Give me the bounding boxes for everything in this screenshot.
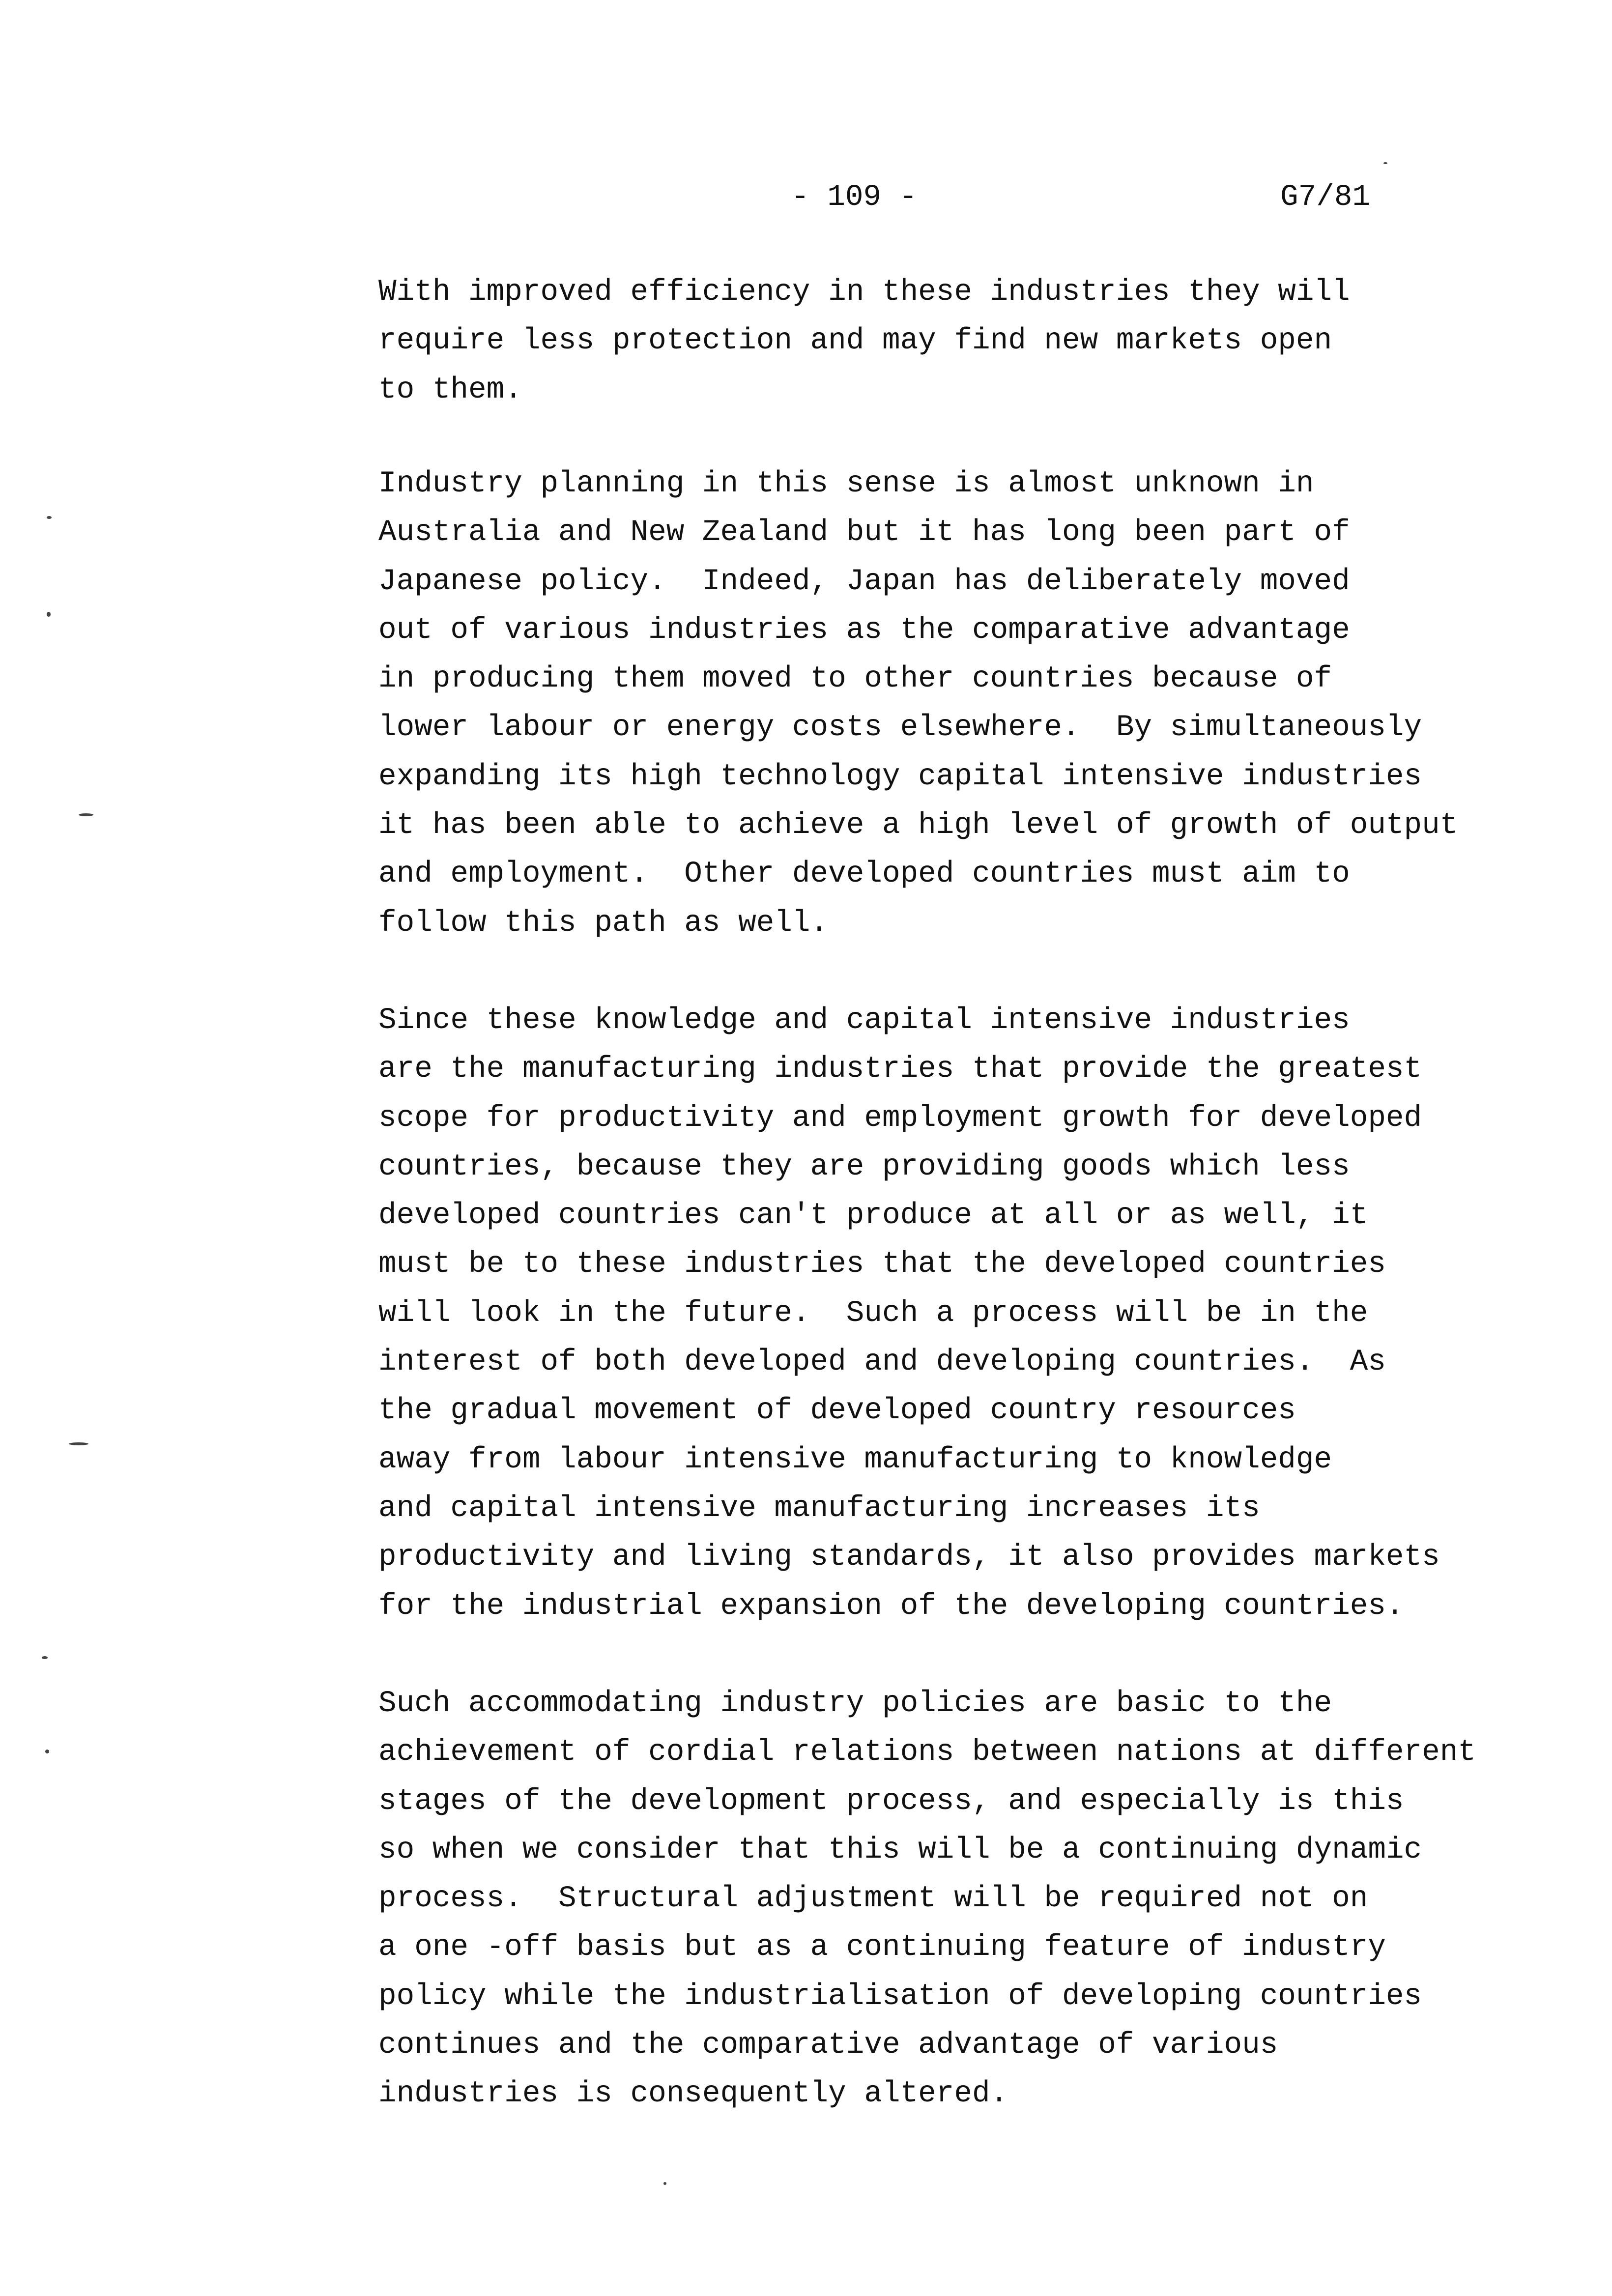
text-line: Australia and New Zealand but it has long been part of xyxy=(378,516,1350,550)
scan-speck xyxy=(47,516,52,519)
scan-speck xyxy=(47,612,51,617)
text-line: countries, because they are providing goods which less xyxy=(378,1149,1350,1184)
text-line: for the industrial expansion of the developing countries. xyxy=(378,1589,1404,1623)
text-line: Such accommodating industry policies are basic to the xyxy=(378,1687,1332,1721)
text-line: productivity and living standards, it also provides markets xyxy=(378,1540,1440,1575)
paragraph-4 xyxy=(378,1679,1597,2119)
scan-speck xyxy=(42,1656,48,1659)
scan-speck xyxy=(45,1750,49,1753)
text-line: to them. xyxy=(378,373,522,407)
text-line: and employment. Other developed countries must aim to xyxy=(378,857,1350,891)
paragraph-1 xyxy=(378,268,1597,414)
text-line: out of various industries as the comparative advantage xyxy=(378,613,1350,647)
document-reference: G7/81 xyxy=(1280,180,1371,214)
page-number: - 109 - xyxy=(791,180,918,214)
paragraph-2 xyxy=(378,459,1597,947)
text-line: a one -off basis but as a continuing feature of industry xyxy=(378,1930,1386,1965)
text-line: follow this path as well. xyxy=(378,906,829,940)
text-line: the gradual movement of developed country resources xyxy=(378,1394,1296,1428)
text-line: away from labour intensive manufacturing to knowledge xyxy=(378,1442,1332,1477)
text-line: and capital intensive manufacturing increases its xyxy=(378,1491,1260,1525)
text-line: lower labour or energy costs elsewhere. By simultaneously xyxy=(378,711,1422,745)
text-line: scope for productivity and employment growth for developed xyxy=(378,1101,1422,1135)
paragraph-3 xyxy=(378,996,1597,1631)
text-line: will look in the future. Such a process will be in the xyxy=(378,1296,1368,1330)
scan-speck xyxy=(1383,162,1387,164)
text-line: Industry planning in this sense is almost unknown in xyxy=(378,467,1314,501)
text-line: expanding its high technology capital intensive industries xyxy=(378,759,1422,794)
scan-speck xyxy=(69,1442,88,1445)
text-line: Since these knowledge and capital intensive industries xyxy=(378,1004,1350,1037)
text-line: developed countries can't produce at all or as well, it xyxy=(378,1199,1368,1233)
scan-speck xyxy=(663,2182,666,2185)
scan-speck xyxy=(79,813,93,816)
text-line: interest of both developed and developing countries. As xyxy=(378,1345,1386,1379)
text-line: industries is consequently altered. xyxy=(378,2077,1008,2111)
text-line: so when we consider that this will be a continuing dynamic xyxy=(378,1833,1422,1867)
text-line: stages of the development process, and especially is this xyxy=(378,1784,1404,1818)
text-line: achievement of cordial relations between nations at different xyxy=(378,1735,1476,1770)
text-line: continues and the comparative advantage of various xyxy=(378,2028,1278,2063)
text-line: process. Structural adjustment will be required not on xyxy=(378,1882,1368,1916)
text-line: must be to these industries that the developed countries xyxy=(378,1247,1386,1282)
text-line: require less protection and may find new markets open xyxy=(378,324,1332,358)
text-line: policy while the industrialisation of developing countries xyxy=(378,1979,1422,2013)
text-line: it has been able to achieve a high level of growth of output xyxy=(378,808,1458,843)
text-line: With improved efficiency in these industries they will xyxy=(378,275,1350,309)
text-line: in producing them moved to other countries because of xyxy=(378,662,1332,696)
text-line: Japanese policy. Indeed, Japan has deliberately moved xyxy=(378,564,1350,599)
text-line: are the manufacturing industries that provide the greatest xyxy=(378,1052,1422,1087)
